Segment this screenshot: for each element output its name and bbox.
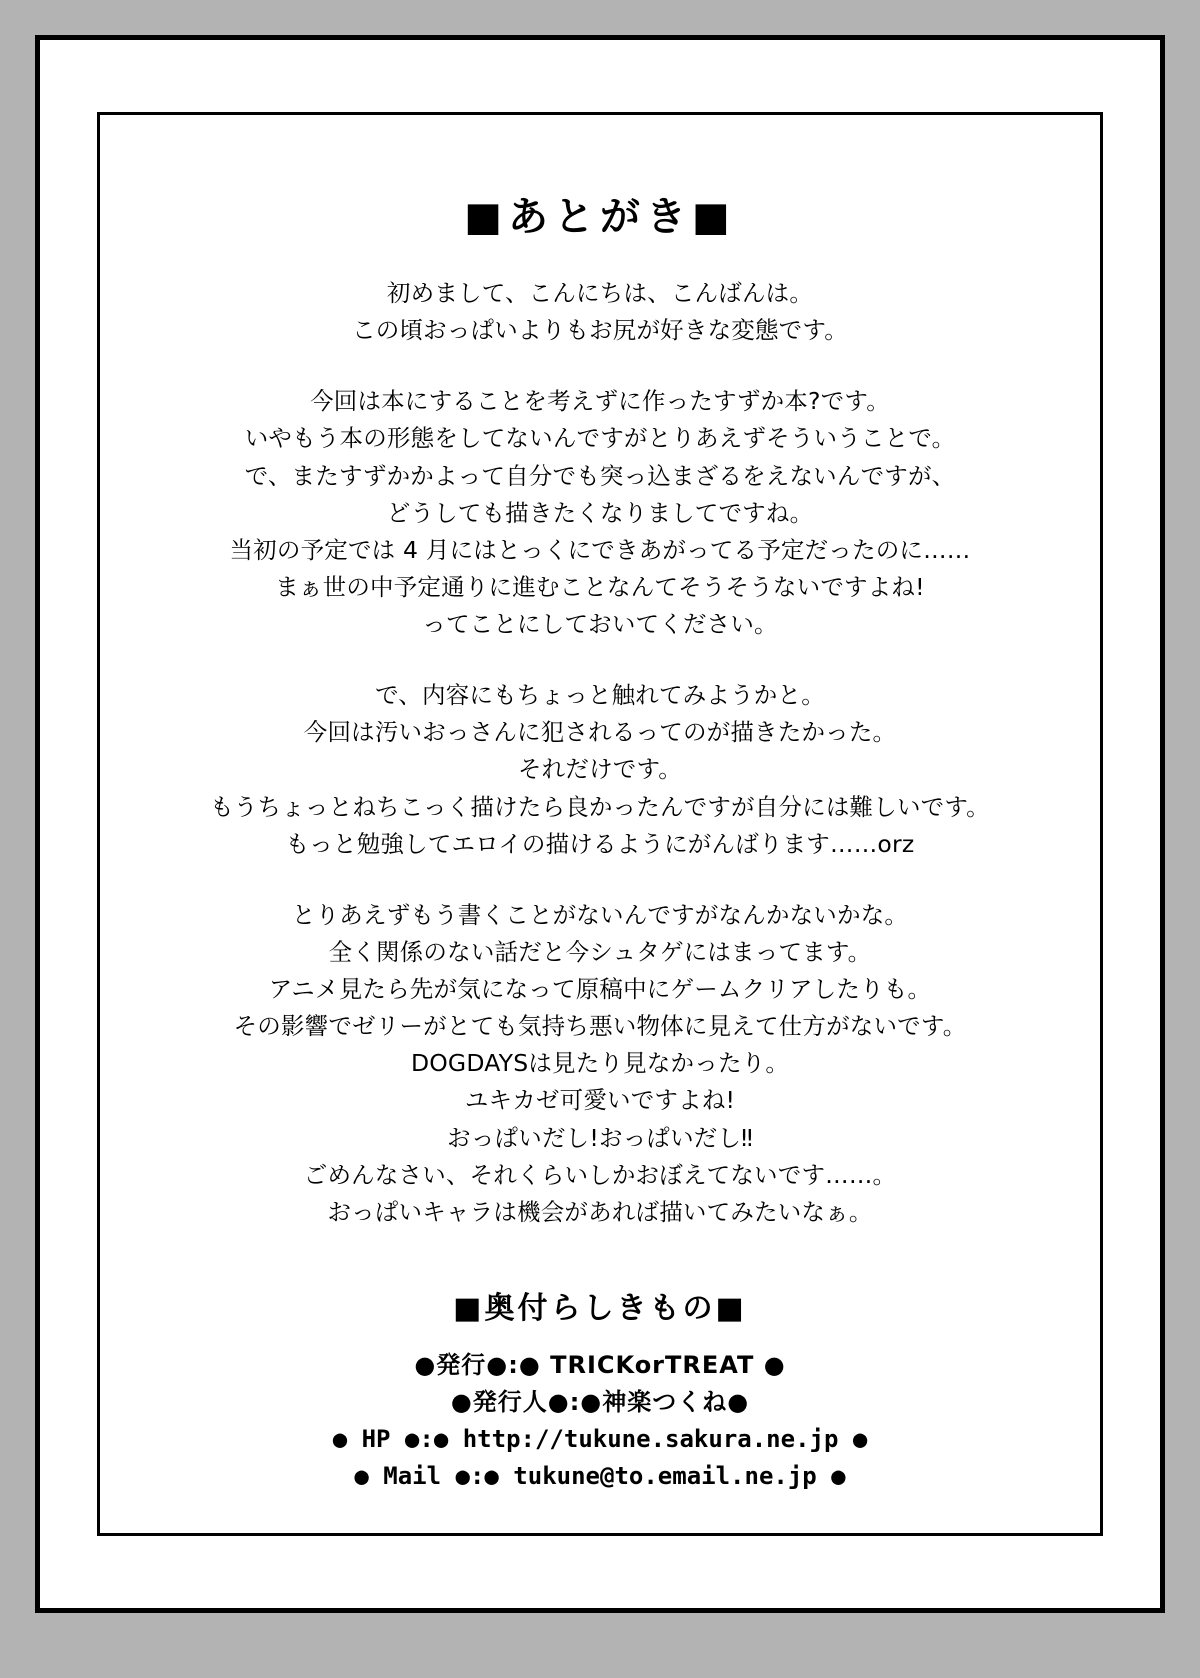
afterword-line: ってことにしておいてください。 bbox=[422, 610, 778, 638]
afterword-line: もっと勉強してエロイの描けるようにがんばります……orz bbox=[285, 829, 915, 858]
afterword-line: 今回は汚いおっさんに犯されるってのが描きたかった。 bbox=[303, 718, 897, 747]
afterword-line: DOGDAYSは見たり見なかったり。 bbox=[410, 1049, 790, 1078]
colophon-homepage[interactable]: ● HP ●:● http://tukune.sakura.ne.jp ● bbox=[332, 1425, 868, 1454]
afterword-line: アニメ見たら先が気になって原稿中にゲームクリアしたりも。 bbox=[268, 975, 932, 1003]
afterword-line: 全く関係のない話だと今シュタゲにはまってます。 bbox=[328, 937, 872, 966]
afterword-line: いやもう本の形態をしてないんですがとりあえずそういうことで。 bbox=[244, 424, 956, 453]
afterword-paragraph-4 bbox=[130, 897, 1070, 1231]
afterword-line: 初めまして、こんにちは、こんばんは。 bbox=[386, 279, 814, 307]
afterword-line: もうちょっとねちこっく描けたら良かったんですが自分には難しいです。 bbox=[210, 792, 990, 821]
afterword-line: 今回は本にすることを考えずに作ったすずか本?です。 bbox=[310, 387, 890, 416]
afterword-line: その影響でゼリーがとても気持ち悪い物体に見えて仕方がないです。 bbox=[233, 1012, 967, 1041]
afterword-line: で、内容にもちょっと触れてみようかと。 bbox=[375, 681, 825, 710]
page-content bbox=[100, 115, 1100, 1533]
afterword-title: ■あとがき■ bbox=[464, 194, 736, 240]
colophon-title: ■奥付らしきもの■ bbox=[453, 1290, 747, 1326]
afterword-line: 当初の予定では 4 月にはとっくにできあがってる予定だったのに…… bbox=[229, 535, 971, 564]
afterword-line: で、またすずかかよって自分でも突っ込まざるをえないんですが、 bbox=[244, 461, 956, 490]
afterword-line: おっぱいだし!おっぱいだし‼ bbox=[447, 1123, 753, 1152]
afterword-line: それだけです。 bbox=[517, 755, 683, 784]
afterword-paragraph-1 bbox=[130, 275, 1070, 349]
afterword-line: ごめんなさい、それくらいしかおぼえてないです……。 bbox=[303, 1160, 897, 1189]
colophon-email[interactable]: ● Mail ●:● tukune@to.email.ne.jp ● bbox=[354, 1462, 846, 1491]
afterword-line: とりあえずもう書くことがないんですがなんかないかな。 bbox=[291, 900, 909, 929]
colophon-author: ●発行人●:●神楽つくね● bbox=[450, 1388, 750, 1417]
colophon-section bbox=[130, 1283, 1070, 1496]
afterword-line: どうしても描きたくなりましてですね。 bbox=[386, 498, 814, 527]
page-inner-border bbox=[97, 112, 1103, 1536]
afterword-paragraph-2 bbox=[130, 383, 1070, 643]
afterword-line: おっぱいキャラは機会があれば描いてみたいなぁ。 bbox=[327, 1197, 873, 1226]
colophon-publisher: ●発行●:● TRICKorTREAT ● bbox=[414, 1350, 786, 1379]
afterword-line: この頃おっぱいよりもお尻が好きな変態です。 bbox=[352, 316, 848, 345]
afterword-paragraph-3 bbox=[130, 677, 1070, 863]
afterword-line: ユキカゼ可愛いですよね! bbox=[464, 1086, 736, 1115]
page-sheet bbox=[35, 35, 1165, 1613]
afterword-line: まぁ世の中予定通りに進むことなんてそうそうないですよね! bbox=[275, 572, 925, 601]
